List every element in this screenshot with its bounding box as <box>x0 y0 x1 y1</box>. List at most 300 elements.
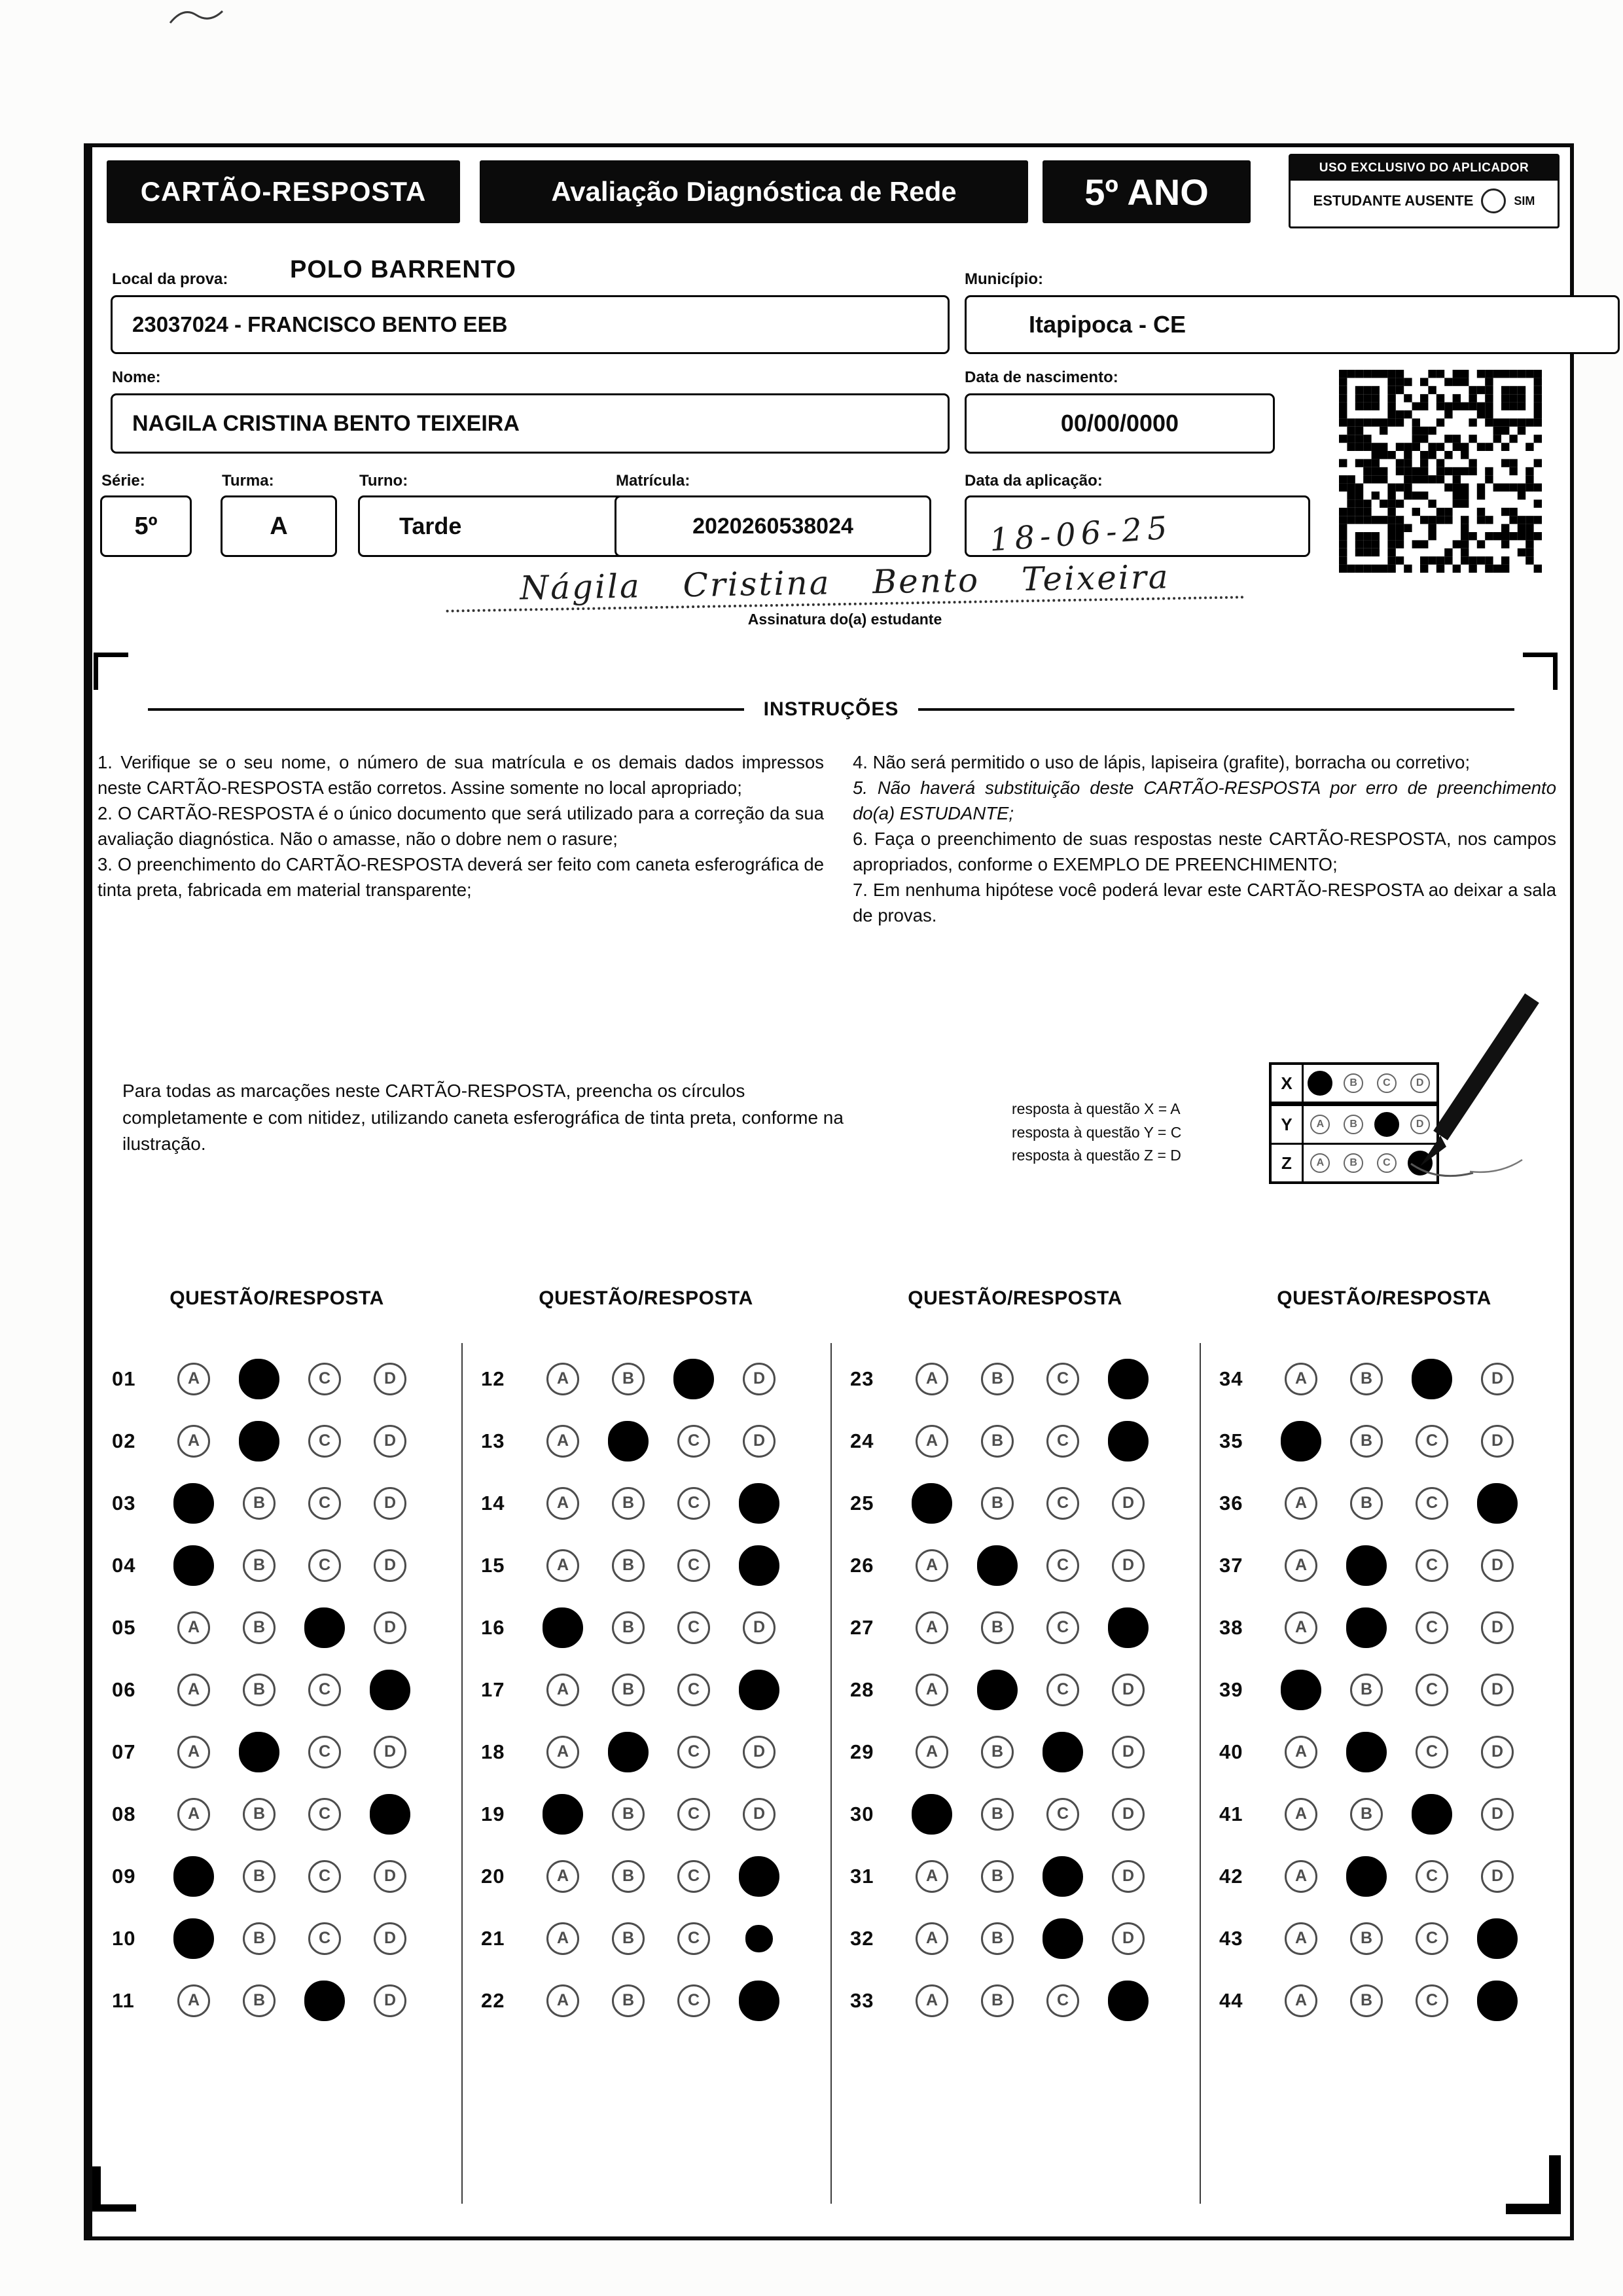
answer-bubble-filled[interactable] <box>739 1483 779 1524</box>
answer-bubble[interactable]: D <box>1481 1425 1514 1458</box>
answer-bubble[interactable]: B <box>981 1363 1014 1395</box>
answer-bubble[interactable]: C <box>308 1549 341 1582</box>
answer-bubble[interactable]: A <box>546 1922 579 1955</box>
answer-bubble[interactable]: B <box>243 1984 276 2017</box>
question-number: 26 <box>850 1553 874 1577</box>
answer-bubble-filled[interactable] <box>1281 1421 1321 1462</box>
answer-bubble-filled[interactable] <box>912 1483 952 1524</box>
question-number: 33 <box>850 1988 874 2012</box>
question-row <box>830 1596 1200 1659</box>
answer-bubble-filled[interactable] <box>739 1670 779 1710</box>
answer-bubble[interactable]: C <box>308 1922 341 1955</box>
answer-bubble[interactable]: B <box>981 1487 1014 1520</box>
answer-bubble[interactable]: B <box>243 1860 276 1893</box>
answer-bubble[interactable]: C <box>1046 1611 1079 1644</box>
answer-bubble[interactable]: A <box>177 1736 210 1768</box>
example-cell <box>1304 1145 1337 1181</box>
answer-bubble[interactable]: C <box>1046 1363 1079 1395</box>
question-number: 40 <box>1219 1740 1243 1763</box>
answer-bubble[interactable]: B <box>1350 1674 1383 1706</box>
example-cell <box>1337 1145 1370 1181</box>
matricula-field <box>615 495 931 557</box>
rule-right <box>918 708 1514 711</box>
answer-bubble[interactable]: A <box>1285 1549 1317 1582</box>
answer-bubble[interactable]: D <box>1481 1798 1514 1831</box>
answer-bubble[interactable]: C <box>308 1736 341 1768</box>
example-cell <box>1304 1065 1337 1102</box>
turma-value: A <box>270 512 288 540</box>
answer-bubble-filled[interactable] <box>1108 1981 1149 2021</box>
answer-bubble-filled[interactable] <box>239 1359 279 1399</box>
instruction-item: 2. O CARTÃO-RESPOSTA é o único documento que será utilizado para a correção da sua avaliação diagnóstica. Não o amasse, não o dobre nem o rasure; <box>98 803 824 850</box>
answer-bubble[interactable]: B <box>612 1487 645 1520</box>
answer-bubble-filled[interactable] <box>173 1483 214 1524</box>
answer-bubble[interactable]: D <box>1481 1363 1514 1395</box>
question-number: 30 <box>850 1802 874 1825</box>
answer-column-1 <box>92 1287 461 2012</box>
answer-bubble[interactable]: A <box>1285 1922 1317 1955</box>
answer-bubble-filled[interactable] <box>1412 1359 1452 1399</box>
question-row <box>830 1907 1200 1969</box>
question-number: 21 <box>481 1926 505 1950</box>
answer-bubble[interactable]: C <box>1046 1425 1079 1458</box>
answer-bubble-filled[interactable] <box>173 1545 214 1586</box>
answer-bubble-filled[interactable] <box>370 1794 410 1835</box>
answer-bubble-filled[interactable] <box>977 1670 1018 1710</box>
registration-bracket-top-right <box>1523 653 1558 690</box>
answer-bubble[interactable]: A <box>1285 1611 1317 1644</box>
answer-bubble[interactable]: B <box>1350 1425 1383 1458</box>
answer-bubble[interactable]: A <box>546 1425 579 1458</box>
answer-bubble[interactable]: B <box>243 1798 276 1831</box>
question-row <box>92 1534 461 1596</box>
answer-bubble-filled[interactable] <box>1043 1918 1083 1959</box>
instructions-header <box>92 698 1570 721</box>
answer-bubble[interactable]: A <box>546 1860 579 1893</box>
answer-bubble[interactable]: B <box>612 1674 645 1706</box>
aplicacao-handwritten-value: 18-06-25 <box>988 509 1174 559</box>
question-number: 19 <box>481 1802 505 1825</box>
answer-bubble-filled[interactable] <box>1108 1607 1149 1648</box>
answer-bubble[interactable]: D <box>1112 1860 1145 1893</box>
answer-bubble-filled[interactable] <box>1043 1732 1083 1772</box>
answer-bubble[interactable]: B <box>981 1922 1014 1955</box>
example-legend <box>1012 1098 1181 1168</box>
answer-bubble[interactable]: B <box>612 1363 645 1395</box>
answer-bubble[interactable]: D <box>743 1736 776 1768</box>
answer-bubble[interactable]: A <box>916 1611 948 1644</box>
question-row <box>1200 1969 1569 2032</box>
nascimento-label: Data de nascimento: <box>965 368 1118 386</box>
answers-section <box>92 1287 1558 2217</box>
registration-bracket-bottom-left <box>92 2166 136 2212</box>
answer-bubble-filled[interactable] <box>1108 1359 1149 1399</box>
answer-bubble[interactable]: A <box>546 1674 579 1706</box>
instruction-item: 1. Verifique se o seu nome, o número de sua matrícula e os demais dados impressos neste CARTÃO-RESPOSTA estão corretos. Assine somente no local apropriado; <box>98 752 824 798</box>
question-number: 09 <box>112 1864 136 1888</box>
answer-bubble-filled[interactable] <box>739 1545 779 1586</box>
answer-bubble[interactable]: A <box>1285 1984 1317 2017</box>
example-legend-line: resposta à questão Z = D <box>1012 1147 1181 1164</box>
answer-bubble[interactable]: C <box>677 1798 710 1831</box>
example-bubble: C <box>1377 1153 1397 1173</box>
answer-bubble[interactable]: B <box>1350 1984 1383 2017</box>
nome-label: Nome: <box>112 368 161 386</box>
question-row <box>830 1534 1200 1596</box>
question-row <box>92 1472 461 1534</box>
answer-bubble[interactable]: C <box>1416 1922 1448 1955</box>
question-row <box>461 1969 830 2032</box>
answer-bubble[interactable]: A <box>1285 1798 1317 1831</box>
answer-column-3 <box>830 1287 1200 2012</box>
answer-bubble[interactable]: A <box>916 1363 948 1395</box>
question-row <box>830 1721 1200 1783</box>
example-legend-line: resposta à questão Y = C <box>1012 1123 1182 1141</box>
answer-bubble-filled[interactable] <box>673 1359 714 1399</box>
question-row <box>92 1410 461 1472</box>
answer-bubble[interactable]: B <box>243 1549 276 1582</box>
answer-bubble[interactable]: B <box>1350 1487 1383 1520</box>
answer-bubble[interactable]: A <box>177 1984 210 2017</box>
qr-code <box>1339 370 1542 573</box>
answer-bubble[interactable]: B <box>981 1736 1014 1768</box>
aplicacao-field <box>965 495 1310 557</box>
example-bubble: C <box>1377 1073 1397 1093</box>
answer-bubble[interactable]: B <box>981 1798 1014 1831</box>
example-cell <box>1337 1106 1370 1143</box>
answer-bubble[interactable]: B <box>981 1984 1014 2017</box>
question-number: 04 <box>112 1553 136 1577</box>
answer-bubble[interactable]: D <box>374 1611 406 1644</box>
answer-bubble-filled[interactable] <box>1346 1856 1387 1897</box>
answer-bubble[interactable]: C <box>677 1549 710 1582</box>
absent-label: ESTUDANTE AUSENTE <box>1313 192 1474 209</box>
question-row <box>1200 1845 1569 1907</box>
answer-bubble[interactable]: D <box>1481 1736 1514 1768</box>
answer-bubble[interactable]: A <box>546 1984 579 2017</box>
instruction-item: 7. Em nenhuma hipótese você poderá levar este CARTÃO-RESPOSTA ao deixar a sala de provas. <box>853 880 1556 926</box>
example-bubble: B <box>1344 1153 1363 1173</box>
question-number: 27 <box>850 1615 874 1639</box>
answer-bubble[interactable]: C <box>1046 1487 1079 1520</box>
question-number: 12 <box>481 1367 505 1390</box>
answer-bubble[interactable]: A <box>1285 1363 1317 1395</box>
answer-bubble[interactable]: C <box>1416 1549 1448 1582</box>
answer-bubble-filled[interactable] <box>739 1981 779 2021</box>
answer-bubble-filled[interactable] <box>173 1856 214 1897</box>
question-number: 16 <box>481 1615 505 1639</box>
answer-bubble[interactable]: A <box>546 1487 579 1520</box>
serie-label: Série: <box>101 472 145 490</box>
registration-bracket-bottom-right <box>1506 2155 1561 2214</box>
question-row <box>830 1845 1200 1907</box>
answer-bubble[interactable]: D <box>374 1984 406 2017</box>
answer-bubble[interactable]: D <box>1112 1674 1145 1706</box>
turma-field <box>221 495 337 557</box>
question-row <box>461 1596 830 1659</box>
answer-bubble[interactable]: C <box>308 1860 341 1893</box>
question-row <box>830 1659 1200 1721</box>
column-header: QUESTÃO/RESPOSTA <box>169 1287 384 1309</box>
answer-bubble[interactable]: A <box>916 1860 948 1893</box>
answer-bubble[interactable]: A <box>916 1674 948 1706</box>
question-number: 42 <box>1219 1864 1243 1888</box>
answer-bubble[interactable]: A <box>546 1363 579 1395</box>
answer-bubble[interactable]: A <box>546 1549 579 1582</box>
answer-bubble[interactable]: A <box>1285 1860 1317 1893</box>
turno-field <box>358 495 626 557</box>
answer-bubble-filled[interactable] <box>1477 1981 1518 2021</box>
answer-bubble-filled[interactable] <box>608 1421 649 1462</box>
school-value: 23037024 - FRANCISCO BENTO EEB <box>132 312 508 336</box>
turno-label: Turno: <box>359 472 408 490</box>
answer-bubble[interactable]: B <box>612 1549 645 1582</box>
answer-bubble[interactable]: D <box>743 1798 776 1831</box>
question-number: 41 <box>1219 1802 1243 1825</box>
question-row <box>1200 1596 1569 1659</box>
answer-bubble[interactable]: B <box>1350 1363 1383 1395</box>
answer-bubble[interactable]: D <box>374 1363 406 1395</box>
answer-bubble[interactable]: D <box>374 1549 406 1582</box>
answer-bubble-filled[interactable] <box>1477 1483 1518 1524</box>
answer-bubble-filled[interactable] <box>304 1607 345 1648</box>
question-row <box>461 1534 830 1596</box>
answer-bubble[interactable]: B <box>981 1860 1014 1893</box>
exam-title: Avaliação Diagnóstica de Rede <box>480 160 1028 223</box>
answer-bubble[interactable]: D <box>1481 1611 1514 1644</box>
nascimento-field <box>965 393 1275 454</box>
signature-area <box>446 558 1244 628</box>
answer-bubble[interactable]: C <box>308 1798 341 1831</box>
answer-bubble-filled[interactable] <box>1281 1670 1321 1710</box>
answer-bubble[interactable]: B <box>612 1798 645 1831</box>
answer-bubble[interactable]: C <box>1416 1984 1448 2017</box>
pen-illustration <box>1372 988 1542 1185</box>
answer-rows <box>1200 1348 1569 2032</box>
answer-bubble[interactable]: C <box>677 1984 710 2017</box>
question-row <box>830 1472 1200 1534</box>
instructions-title: INSTRUÇÕES <box>763 698 899 720</box>
example-bubble: D <box>1410 1115 1430 1134</box>
question-number: 14 <box>481 1491 505 1515</box>
answer-bubble[interactable]: C <box>308 1363 341 1395</box>
answer-bubble[interactable]: A <box>916 1736 948 1768</box>
answer-bubble-filled[interactable] <box>1108 1421 1149 1462</box>
answer-bubble[interactable]: B <box>243 1922 276 1955</box>
answer-bubble-filled[interactable] <box>1346 1545 1387 1586</box>
example-bubble: B <box>1344 1073 1363 1093</box>
question-number: 07 <box>112 1740 136 1763</box>
question-row <box>830 1348 1200 1410</box>
grade-badge: 5º ANO <box>1043 160 1251 223</box>
question-row <box>461 1845 830 1907</box>
answer-bubble[interactable]: D <box>374 1487 406 1520</box>
question-number: 38 <box>1219 1615 1243 1639</box>
answer-bubble[interactable]: C <box>1416 1860 1448 1893</box>
answer-bubble-filled[interactable] <box>745 1925 773 1952</box>
instruction-item: 3. O preenchimento do CARTÃO-RESPOSTA deverá ser feito com caneta esferográfica de tinta preta, fabricada em material transparente; <box>98 854 824 901</box>
answer-bubble[interactable]: C <box>1046 1549 1079 1582</box>
answer-bubble[interactable]: A <box>177 1611 210 1644</box>
answer-bubble[interactable]: C <box>677 1736 710 1768</box>
question-number: 34 <box>1219 1367 1243 1390</box>
answer-bubble[interactable]: C <box>677 1922 710 1955</box>
answer-bubble[interactable]: C <box>677 1425 710 1458</box>
serie-field <box>100 495 192 557</box>
question-row <box>92 1348 461 1410</box>
answer-bubble[interactable]: D <box>743 1425 776 1458</box>
question-number: 35 <box>1219 1429 1243 1452</box>
question-number: 24 <box>850 1429 874 1452</box>
answer-bubble[interactable]: D <box>374 1860 406 1893</box>
answer-bubble[interactable]: C <box>677 1674 710 1706</box>
answer-bubble[interactable]: B <box>1350 1922 1383 1955</box>
answer-card <box>84 143 1574 2240</box>
stray-pen-mark <box>167 3 226 29</box>
question-number: 29 <box>850 1740 874 1763</box>
answer-bubble-filled[interactable] <box>608 1732 649 1772</box>
answer-bubble[interactable]: B <box>612 1611 645 1644</box>
question-number: 39 <box>1219 1677 1243 1701</box>
answer-bubble[interactable]: B <box>981 1611 1014 1644</box>
question-row <box>830 1410 1200 1472</box>
answer-bubble-filled[interactable] <box>739 1856 779 1897</box>
answer-bubble[interactable]: D <box>1481 1860 1514 1893</box>
answer-bubble[interactable]: A <box>916 1984 948 2017</box>
question-number: 03 <box>112 1491 136 1515</box>
answer-bubble[interactable]: C <box>1416 1425 1448 1458</box>
question-row <box>92 1659 461 1721</box>
instruction-item: 6. Faça o preenchimento de suas respostas neste CARTÃO-RESPOSTA, nos campos apropriados, conforme o EXEMPLO DE PREENCHIMENTO; <box>853 829 1556 875</box>
answer-bubble[interactable]: D <box>1112 1549 1145 1582</box>
question-row <box>461 1348 830 1410</box>
answer-bubble[interactable]: B <box>612 1984 645 2017</box>
example-row-label: Y <box>1272 1106 1304 1143</box>
answer-bubble[interactable]: A <box>916 1922 948 1955</box>
answer-bubble[interactable]: C <box>677 1487 710 1520</box>
answer-bubble-filled[interactable] <box>543 1607 583 1648</box>
question-number: 18 <box>481 1740 505 1763</box>
answer-bubble[interactable]: D <box>1112 1922 1145 1955</box>
question-number: 06 <box>112 1677 136 1701</box>
answer-bubble[interactable]: D <box>743 1363 776 1395</box>
absent-checkbox[interactable] <box>1481 188 1506 213</box>
answer-bubble-filled[interactable] <box>173 1918 214 1959</box>
question-number: 37 <box>1219 1553 1243 1577</box>
answer-bubble[interactable]: C <box>308 1425 341 1458</box>
answer-bubble[interactable]: A <box>177 1798 210 1831</box>
answer-bubble-filled[interactable] <box>304 1981 345 2021</box>
absent-yes-label: SIM <box>1514 194 1535 207</box>
answer-bubble[interactable]: C <box>1046 1798 1079 1831</box>
answer-rows <box>92 1348 461 2032</box>
answer-bubble-filled[interactable] <box>1043 1856 1083 1897</box>
answer-bubble[interactable]: C <box>308 1487 341 1520</box>
question-number: 23 <box>850 1367 874 1390</box>
instruction-item: 5. Não haverá substituição deste CARTÃO-RESPOSTA por erro de preenchimento do(a) ESTUDANTE; <box>853 778 1556 824</box>
answer-bubble[interactable]: D <box>743 1611 776 1644</box>
answer-bubble-filled[interactable] <box>977 1545 1018 1586</box>
question-row <box>92 1596 461 1659</box>
question-row <box>92 1845 461 1907</box>
answer-bubble[interactable]: A <box>546 1736 579 1768</box>
answer-bubble[interactable]: B <box>981 1425 1014 1458</box>
answer-bubble-filled[interactable] <box>912 1794 952 1835</box>
answer-bubble[interactable]: C <box>1416 1487 1448 1520</box>
answer-bubble[interactable]: C <box>1046 1984 1079 2017</box>
answer-bubble[interactable]: C <box>1416 1611 1448 1644</box>
answer-bubble[interactable]: C <box>308 1674 341 1706</box>
answer-bubble[interactable]: D <box>1481 1674 1514 1706</box>
answer-bubble[interactable]: A <box>177 1674 210 1706</box>
municipio-field <box>965 295 1620 354</box>
question-row <box>461 1659 830 1721</box>
answer-bubble[interactable]: D <box>1112 1798 1145 1831</box>
answer-bubble[interactable]: A <box>177 1425 210 1458</box>
example-cell <box>1304 1106 1337 1143</box>
answer-bubble[interactable]: B <box>612 1922 645 1955</box>
answer-bubble[interactable]: D <box>1112 1736 1145 1768</box>
answer-bubble-filled[interactable] <box>370 1670 410 1710</box>
answer-bubble-filled[interactable] <box>239 1421 279 1462</box>
answer-bubble[interactable]: C <box>677 1611 710 1644</box>
answer-bubble[interactable]: D <box>1112 1487 1145 1520</box>
answer-bubble[interactable]: A <box>916 1425 948 1458</box>
answer-bubble-filled[interactable] <box>1477 1918 1518 1959</box>
rule-left <box>148 708 744 711</box>
turno-value: Tarde <box>399 512 462 539</box>
question-number: 25 <box>850 1491 874 1515</box>
aplicacao-label: Data da aplicação: <box>965 472 1103 490</box>
question-number: 15 <box>481 1553 505 1577</box>
answer-bubble[interactable]: C <box>1416 1736 1448 1768</box>
answer-bubble-filled[interactable] <box>239 1732 279 1772</box>
answer-bubble-filled[interactable] <box>1346 1732 1387 1772</box>
nascimento-value: 00/00/0000 <box>1060 410 1179 437</box>
nome-value: NAGILA CRISTINA BENTO TEIXEIRA <box>132 410 520 436</box>
answer-bubble[interactable]: B <box>243 1674 276 1706</box>
answer-bubble[interactable]: B <box>243 1611 276 1644</box>
answer-bubble[interactable]: D <box>374 1736 406 1768</box>
answer-bubble[interactable]: D <box>1481 1549 1514 1582</box>
answer-bubble[interactable]: D <box>374 1922 406 1955</box>
answer-bubble[interactable]: C <box>1046 1674 1079 1706</box>
answer-bubble[interactable]: D <box>374 1425 406 1458</box>
answer-bubble[interactable]: C <box>1416 1674 1448 1706</box>
answer-bubble[interactable]: A <box>1285 1736 1317 1768</box>
question-row <box>92 1969 461 2032</box>
answer-bubble-filled[interactable] <box>543 1794 583 1835</box>
answer-bubble[interactable]: A <box>1285 1487 1317 1520</box>
question-number: 17 <box>481 1677 505 1701</box>
answer-bubble-filled[interactable] <box>1346 1607 1387 1648</box>
answer-bubble[interactable]: A <box>177 1363 210 1395</box>
answer-bubble-filled[interactable] <box>1412 1794 1452 1835</box>
answer-bubble[interactable]: A <box>916 1549 948 1582</box>
instructions-left <box>98 749 824 903</box>
answer-bubble[interactable]: B <box>243 1487 276 1520</box>
question-number: 36 <box>1219 1491 1243 1515</box>
example-legend-line: resposta à questão X = A <box>1012 1100 1181 1117</box>
answer-bubble[interactable]: C <box>677 1860 710 1893</box>
applicator-box <box>1289 154 1560 228</box>
answer-bubble[interactable]: B <box>612 1860 645 1893</box>
column-header: QUESTÃO/RESPOSTA <box>539 1287 753 1309</box>
matricula-label: Matrícula: <box>616 472 690 490</box>
question-number: 28 <box>850 1677 874 1701</box>
answer-bubble[interactable]: B <box>1350 1798 1383 1831</box>
question-number: 08 <box>112 1802 136 1825</box>
